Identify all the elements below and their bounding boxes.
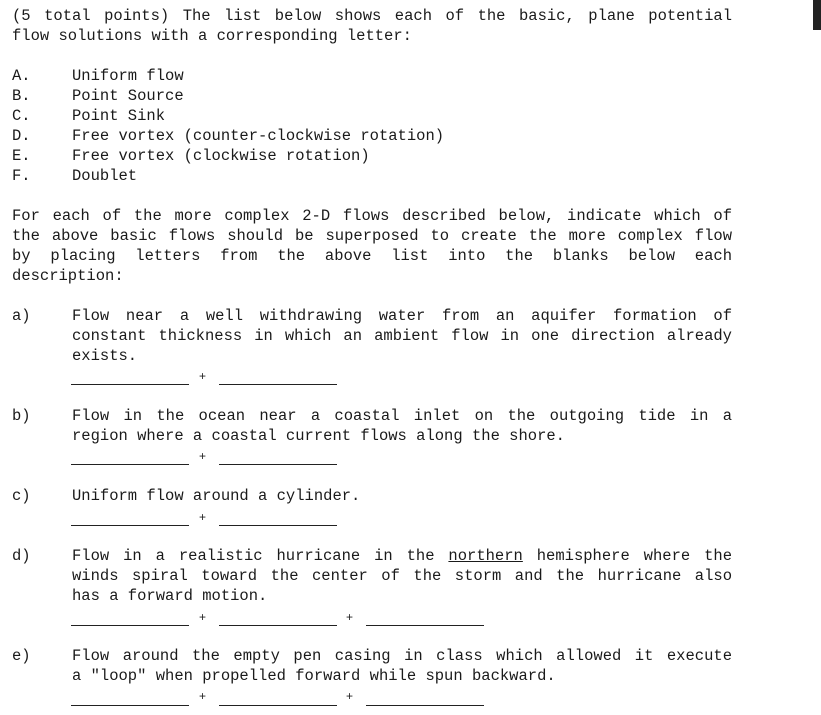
question-label: e) xyxy=(12,647,31,665)
question-label: b) xyxy=(12,407,31,425)
question-text-line: Flow in the ocean near a coastal inlet on the outgoing tide in a xyxy=(72,407,732,425)
question-text-line: has a forward motion. xyxy=(72,587,268,605)
plus-sign: + xyxy=(199,689,207,703)
answer-blank-1[interactable] xyxy=(71,525,189,526)
answer-blank-1[interactable] xyxy=(71,384,189,385)
plus-sign: + xyxy=(199,610,207,624)
intro-line-2: flow solutions with a corresponding letter: xyxy=(12,27,412,45)
question-text-line: winds spiral toward the center of the storm and the hurricane also xyxy=(72,567,732,585)
list-item-label: Doublet xyxy=(72,167,138,185)
question-text-line: constant thickness in which an ambient flow in one direction already xyxy=(72,327,732,345)
plus-sign: + xyxy=(199,510,207,524)
answer-blank-2[interactable] xyxy=(219,625,337,626)
answer-blank-3[interactable] xyxy=(366,625,484,626)
plus-sign: + xyxy=(346,689,354,703)
list-item-label: Point Sink xyxy=(72,107,166,125)
question-text-line: Uniform flow around a cylinder. xyxy=(72,487,361,505)
list-item-letter: B. xyxy=(12,87,31,105)
question-label: d) xyxy=(12,547,31,565)
question-text-post: hemisphere where the xyxy=(522,547,732,565)
question-text-line: region where a coastal current flows along the shore. xyxy=(72,427,565,445)
plus-sign: + xyxy=(199,449,207,463)
question-label: a) xyxy=(12,307,31,325)
instructions-line-2: the above basic flows should be superposed to create the more complex flow xyxy=(12,227,732,245)
question-label: c) xyxy=(12,487,31,505)
underlined-word: northern xyxy=(448,547,523,565)
question-text-line xyxy=(72,546,732,566)
list-item-letter: F. xyxy=(12,167,31,185)
answer-blank-1[interactable] xyxy=(71,464,189,465)
plus-sign: + xyxy=(199,369,207,383)
question-text-line: Flow around the empty pen casing in class which allowed it execute xyxy=(72,647,732,665)
list-item-label: Free vortex (clockwise rotation) xyxy=(72,147,370,165)
question-text-line: exists. xyxy=(72,347,138,365)
question-text-line: Flow near a well withdrawing water from an aquifer formation of xyxy=(72,307,732,325)
answer-blank-2[interactable] xyxy=(219,464,337,465)
list-item-label: Free vortex (counter-clockwise rotation) xyxy=(72,127,445,145)
list-item-letter: A. xyxy=(12,67,31,85)
answer-blank-1[interactable] xyxy=(71,625,189,626)
answer-blank-3[interactable] xyxy=(366,705,484,706)
list-item-label: Uniform flow xyxy=(72,67,184,85)
answer-blank-2[interactable] xyxy=(219,384,337,385)
list-item-letter: C. xyxy=(12,107,31,125)
question-text-line: a "loop" when propelled forward while spun backward. xyxy=(72,667,556,685)
instructions-line-3: by placing letters from the above list into the blanks below each xyxy=(12,247,732,265)
intro-line-1: (5 total points) The list below shows each of the basic, plane potential xyxy=(12,7,732,25)
plus-sign: + xyxy=(346,610,354,624)
question-text-pre: Flow in a realistic hurricane in the xyxy=(72,547,449,565)
answer-blank-1[interactable] xyxy=(71,705,189,706)
list-item-letter: D. xyxy=(12,127,31,145)
instructions-line-4: description: xyxy=(12,267,124,285)
list-item-label: Point Source xyxy=(72,87,184,105)
answer-blank-2[interactable] xyxy=(219,705,337,706)
answer-blank-2[interactable] xyxy=(219,525,337,526)
instructions-line-1: For each of the more complex 2-D flows described below, indicate which of xyxy=(12,207,732,225)
scrollbar-edge xyxy=(813,0,821,30)
list-item-letter: E. xyxy=(12,147,31,165)
